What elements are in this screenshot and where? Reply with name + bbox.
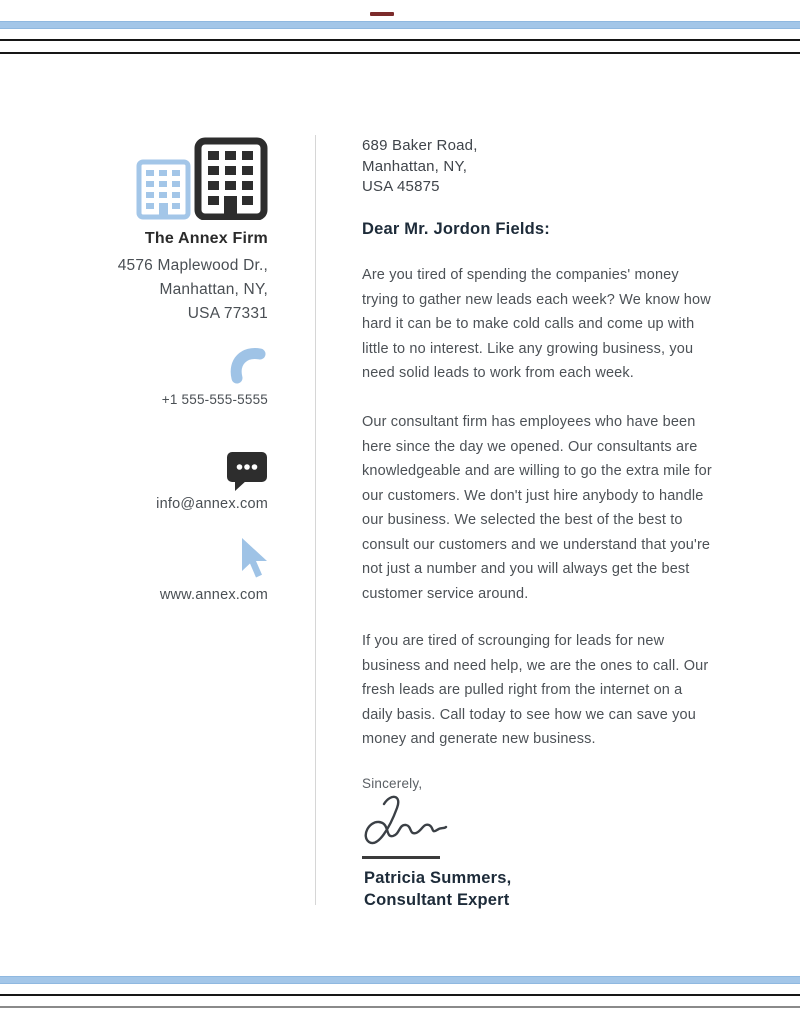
top-dark-rule-1 xyxy=(0,39,800,41)
sender-phone: +1 555-555-5555 xyxy=(161,392,268,407)
body-paragraph-2: Our consultant firm has employees who have been here since the day we opened. Our consultants are knowledgeable and are willing to go the extra mile for our customers. We don't just hire anybody to handle our business. We selected the best of the best to consult our customers and we understand that you're not just a number and you will always get the best customer service around. xyxy=(362,414,712,602)
office-buildings-icon xyxy=(134,137,268,220)
recipient-address xyxy=(362,136,478,198)
salutation: Dear Mr. Jordon Fields: xyxy=(362,220,550,238)
bottom-gray-rule xyxy=(0,1006,800,1008)
top-accent-dash xyxy=(370,12,394,16)
mouse-cursor-icon xyxy=(239,538,269,584)
chat-bubble-icon xyxy=(225,450,269,492)
bottom-blue-rule xyxy=(0,976,800,984)
sender-website: www.annex.com xyxy=(159,587,268,603)
body-paragraph-1: Are you tired of spending the companies' money trying to gather new leads each week? We know how hard it can be to make cold calls and come up with little to no interest. Like any growing business, you need solid leads to work from each week. xyxy=(362,267,711,381)
recipient-address-line1: 689 Baker Road, xyxy=(362,137,478,154)
closing-word: Sincerely, xyxy=(362,776,423,791)
sender-address-line1: 4576 Maplewood Dr., xyxy=(117,257,268,274)
signatory-name: Patricia Summers, xyxy=(364,869,512,887)
sender-address xyxy=(60,254,268,326)
top-dark-rule-2 xyxy=(0,52,800,54)
phone-handset-icon xyxy=(227,344,269,386)
sender-address-line3: USA 77331 xyxy=(187,305,268,322)
signature-underline xyxy=(362,856,440,859)
recipient-address-line3: USA 45875 xyxy=(362,178,440,195)
handwritten-signature xyxy=(360,792,450,858)
body-paragraph-3: If you are tired of scrounging for leads for new business and need help, we are the ones to call. Our fresh leads are pulled right from the internet on a daily basis. Call today to see how we can save you money and generate new business. xyxy=(362,633,709,747)
column-divider xyxy=(315,135,316,905)
recipient-address-line2: Manhattan, NY, xyxy=(362,157,468,175)
signatory-title: Consultant Expert xyxy=(364,891,510,909)
sender-company-name: The Annex Firm xyxy=(144,230,268,247)
top-blue-rule xyxy=(0,21,800,29)
bottom-dark-rule xyxy=(0,994,800,996)
sender-email: info@annex.com xyxy=(156,496,268,512)
sender-address-line2: Manhattan, NY, xyxy=(159,281,268,298)
